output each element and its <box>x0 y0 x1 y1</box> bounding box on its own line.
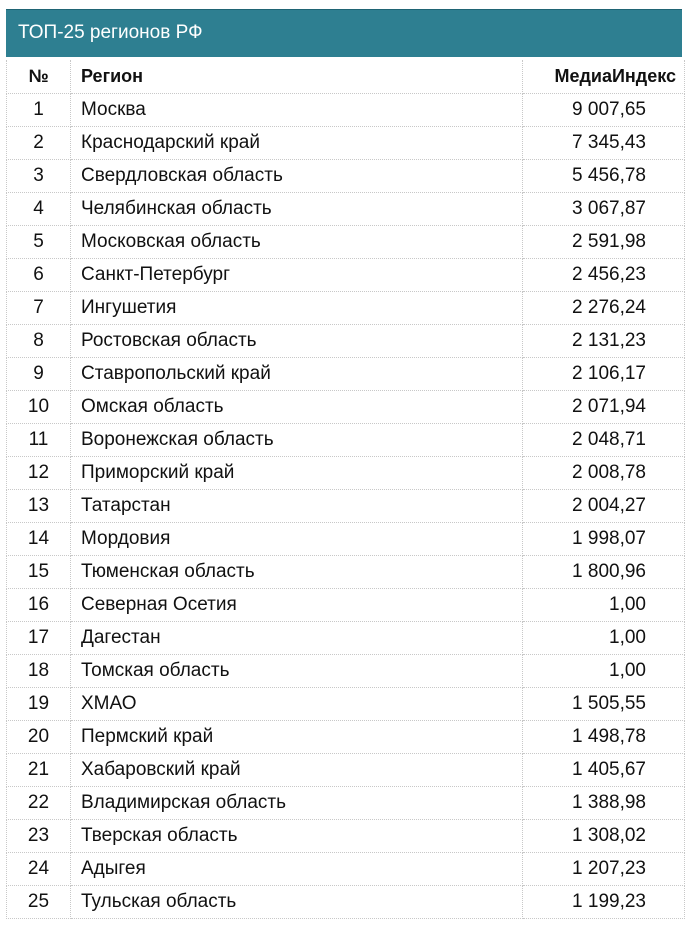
table-header-row <box>7 60 685 93</box>
row-region: Владимирская область <box>71 786 523 819</box>
row-region: Московская область <box>71 225 523 258</box>
row-number: 23 <box>7 819 71 852</box>
table-row <box>7 258 685 291</box>
row-media-index: 2 131,23 <box>523 324 685 357</box>
row-region: Свердловская область <box>71 159 523 192</box>
row-region: Томская область <box>71 654 523 687</box>
row-media-index: 1 207,23 <box>523 852 685 885</box>
row-number: 24 <box>7 852 71 885</box>
row-media-index: 2 048,71 <box>523 423 685 456</box>
row-region: Адыгея <box>71 852 523 885</box>
regions-table <box>6 60 685 919</box>
row-media-index: 2 008,78 <box>523 456 685 489</box>
row-region: Пермский край <box>71 720 523 753</box>
row-region: Дагестан <box>71 621 523 654</box>
row-number: 17 <box>7 621 71 654</box>
row-region: Мордовия <box>71 522 523 555</box>
row-media-index: 2 071,94 <box>523 390 685 423</box>
row-number: 6 <box>7 258 71 291</box>
row-media-index: 1 199,23 <box>523 885 685 918</box>
row-region: Приморский край <box>71 456 523 489</box>
table-row <box>7 423 685 456</box>
row-media-index: 1 498,78 <box>523 720 685 753</box>
row-media-index: 1,00 <box>523 621 685 654</box>
row-media-index: 7 345,43 <box>523 126 685 159</box>
table-body <box>7 93 685 918</box>
table-row <box>7 852 685 885</box>
row-number: 19 <box>7 687 71 720</box>
row-number: 16 <box>7 588 71 621</box>
row-media-index: 2 276,24 <box>523 291 685 324</box>
row-region: Ростовская область <box>71 324 523 357</box>
row-media-index: 5 456,78 <box>523 159 685 192</box>
header-num: № <box>7 60 71 93</box>
row-region: Санкт-Петербург <box>71 258 523 291</box>
row-media-index: 1,00 <box>523 588 685 621</box>
row-number: 9 <box>7 357 71 390</box>
table-row <box>7 621 685 654</box>
row-media-index: 9 007,65 <box>523 93 685 126</box>
table-row <box>7 654 685 687</box>
header-index: МедиаИндекс <box>523 60 685 93</box>
row-number: 15 <box>7 555 71 588</box>
table-row <box>7 720 685 753</box>
row-number: 11 <box>7 423 71 456</box>
row-number: 14 <box>7 522 71 555</box>
row-number: 22 <box>7 786 71 819</box>
row-region: Челябинская область <box>71 192 523 225</box>
table-row <box>7 93 685 126</box>
row-number: 5 <box>7 225 71 258</box>
row-media-index: 2 591,98 <box>523 225 685 258</box>
table-row <box>7 885 685 918</box>
row-region: Ставропольский край <box>71 357 523 390</box>
row-media-index: 1 998,07 <box>523 522 685 555</box>
row-region: Тюменская область <box>71 555 523 588</box>
row-media-index: 3 067,87 <box>523 192 685 225</box>
row-region: ХМАО <box>71 687 523 720</box>
row-number: 7 <box>7 291 71 324</box>
row-media-index: 1 308,02 <box>523 819 685 852</box>
row-region: Тульская область <box>71 885 523 918</box>
row-region: Омская область <box>71 390 523 423</box>
row-number: 25 <box>7 885 71 918</box>
table-container <box>6 60 684 919</box>
title-bar <box>6 9 682 57</box>
table-row <box>7 390 685 423</box>
row-number: 3 <box>7 159 71 192</box>
row-media-index: 2 456,23 <box>523 258 685 291</box>
row-media-index: 1 800,96 <box>523 555 685 588</box>
row-number: 20 <box>7 720 71 753</box>
row-region: Тверская область <box>71 819 523 852</box>
table-row <box>7 786 685 819</box>
row-number: 21 <box>7 753 71 786</box>
row-region: Воронежская область <box>71 423 523 456</box>
row-region: Северная Осетия <box>71 588 523 621</box>
row-region: Ингушетия <box>71 291 523 324</box>
row-region: Краснодарский край <box>71 126 523 159</box>
table-row <box>7 324 685 357</box>
row-media-index: 1 505,55 <box>523 687 685 720</box>
row-media-index: 2 106,17 <box>523 357 685 390</box>
row-region: Татарстан <box>71 489 523 522</box>
table-row <box>7 192 685 225</box>
table-row <box>7 555 685 588</box>
table-row <box>7 588 685 621</box>
table-row <box>7 291 685 324</box>
row-number: 10 <box>7 390 71 423</box>
table-row <box>7 225 685 258</box>
row-number: 12 <box>7 456 71 489</box>
row-number: 8 <box>7 324 71 357</box>
table-row <box>7 522 685 555</box>
row-media-index: 1,00 <box>523 654 685 687</box>
table-row <box>7 687 685 720</box>
page-title: ТОП-25 регионов РФ <box>18 22 203 43</box>
table-row <box>7 159 685 192</box>
table-row <box>7 753 685 786</box>
row-number: 18 <box>7 654 71 687</box>
table-row <box>7 456 685 489</box>
header-region: Регион <box>71 60 523 93</box>
table-row <box>7 126 685 159</box>
table-row <box>7 357 685 390</box>
row-media-index: 1 388,98 <box>523 786 685 819</box>
table-row <box>7 489 685 522</box>
row-number: 2 <box>7 126 71 159</box>
row-region: Хабаровский край <box>71 753 523 786</box>
row-media-index: 2 004,27 <box>523 489 685 522</box>
row-number: 1 <box>7 93 71 126</box>
row-number: 4 <box>7 192 71 225</box>
row-region: Москва <box>71 93 523 126</box>
table-row <box>7 819 685 852</box>
row-number: 13 <box>7 489 71 522</box>
row-media-index: 1 405,67 <box>523 753 685 786</box>
